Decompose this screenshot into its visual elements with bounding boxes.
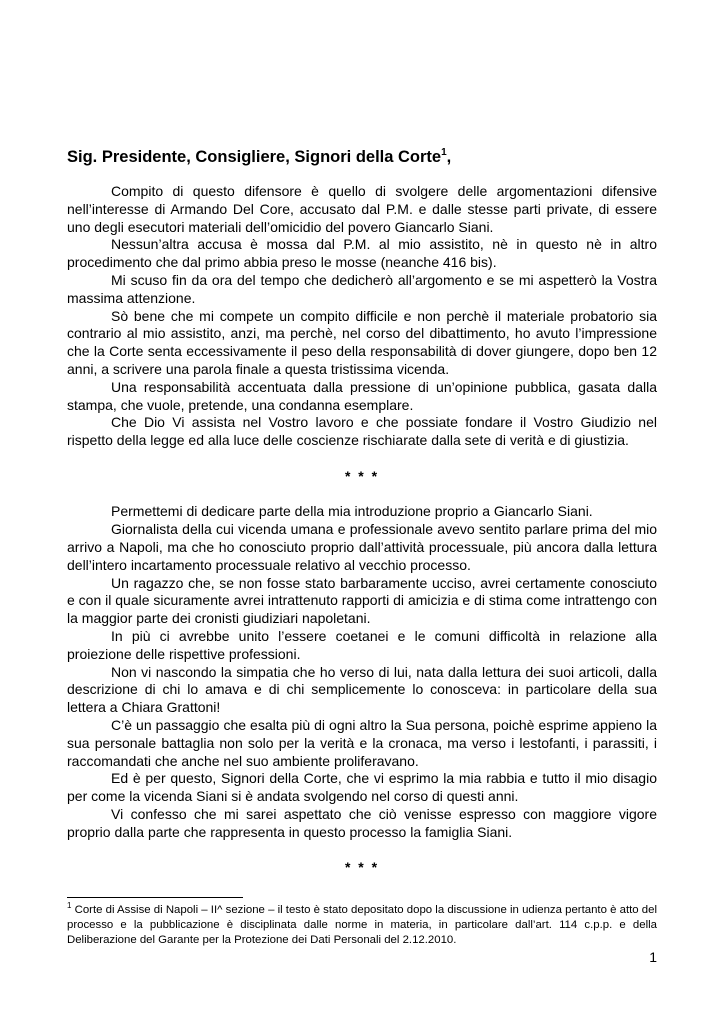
paragraph: Sò bene che mi compete un compito difficile e non perchè il materiale probatorio sia contrario al mio assistito, anzi, ma perchè, nel corso del dibattimento, ho avuto l’impressione che la Corte senta eccessivamente il peso della responsabilità di dover giungere, dopo ben 12 anni, a scrivere una parola finale a questa tristissima vicenda. (67, 307, 657, 377)
section-separator: * * * (344, 467, 380, 484)
footnote (67, 903, 657, 948)
paragraph: Che Dio Vi assista nel Vostro lavoro e che possiate fondare il Vostro Giudizio nel rispetto della legge ed alla luce delle coscienze rischiarate dalla sete di verità e di giustizia. (67, 414, 657, 449)
footnote-divider (67, 897, 243, 898)
paragraph: Ed è per questo, Signori della Corte, che vi esprimo la mia rabbia e tutto il mio disagio per come la vicenda Siani si è andata svolgendo nel corso di questi anni. (67, 770, 657, 805)
paragraph: Vi confesso che mi sarei aspettato che ciò venisse espresso con maggiore vigore proprio dalla parte che rappresenta in questo processo la famiglia Siani. (67, 805, 657, 840)
paragraph: Nessun’altra accusa è mossa dal P.M. al mio assistito, nè in questo nè in altro procedimento che dal primo abbia preso le mosse (neanche 416 bis). (67, 236, 657, 271)
paragraph: Mi scuso fin da ora del tempo che dedicherò all’argomento e se mi aspetterò la Vostra massima attenzione. (67, 271, 657, 306)
section-separator: * * * (344, 859, 380, 876)
spacer (67, 486, 657, 504)
document-body (67, 183, 657, 877)
footnote-text: Corte di Assise di Napoli – II^ sezione – il testo è stato depositato dopo la discussione in udienza pertanto è atto del processo e la pubblicazione è disciplinata dalle norme in materia, in particolare dall’art. 114 c.p.p. e della Deliberazione del Garante per la Protezione dei Dati Personali del 2.12.2010. (67, 904, 657, 946)
paragraph: C’è un passaggio che esalta più di ogni altro la Sua persona, poichè esprime appieno la sua personale battaglia non solo per la verità e la cronaca, ma verso i lestofanti, i parassiti, i raccomandati che anche nel suo ambiente proliferavano. (67, 716, 657, 769)
page-number: 1 (649, 949, 657, 965)
paragraph: Un ragazzo che, se non fosse stato barbaramente ucciso, avrei certamente conosciuto e con il quale sicuramente avrei intrattenuto rapporti di amicizia e di stima come intrattengo con la maggior parte dei cronisti giudiziari napoletani. (67, 574, 657, 627)
page-title (67, 146, 451, 168)
paragraph: In più ci avrebbe unito l’essere coetanei e le comuni difficoltà in relazione alla proiezione delle rispettive professioni. (67, 627, 657, 662)
paragraph: Giornalista della cui vicenda umana e professionale avevo sentito parlare prima del mio arrivo a Napoli, ma che ho conosciuto proprio dall’attività processuale, più ancora dalla lettura dell’intero incartamento processuale relativo al vecchio processo. (67, 521, 657, 573)
footnote-reference: 1 (441, 147, 447, 158)
title-punctuation: , (446, 148, 452, 166)
spacer (67, 841, 657, 859)
paragraph: Non vi nascondo la simpatia che ho verso di lui, nata dalla lettura dei suoi articoli, dalla descrizione di chi lo amava e di chi semplicemente lo conosceva: in particolare della sua lettera a Chiara Grattoni! (67, 663, 657, 716)
paragraph: Permettemi di dedicare parte della mia introduzione proprio a Giancarlo Siani. (111, 503, 593, 520)
document-page (67, 0, 657, 1024)
paragraph: Compito di questo difensore è quello di svolgere delle argomentazioni difensive nell’interesse di Armando Del Core, accusato dal P.M. e dalle stesse parti private, di essere uno degli esecutori materiali dell’omicidio del povero Giancarlo Siani. (67, 183, 657, 235)
spacer (67, 450, 657, 468)
title-text: Sig. Presidente, Consigliere, Signori della Corte (67, 148, 442, 166)
paragraph: Una responsabilità accentuata dalla pressione di un’opinione pubblica, gasata dalla stampa, che vuole, pretende, una condanna esemplare. (67, 378, 657, 413)
footnote-marker: 1 (67, 901, 72, 910)
